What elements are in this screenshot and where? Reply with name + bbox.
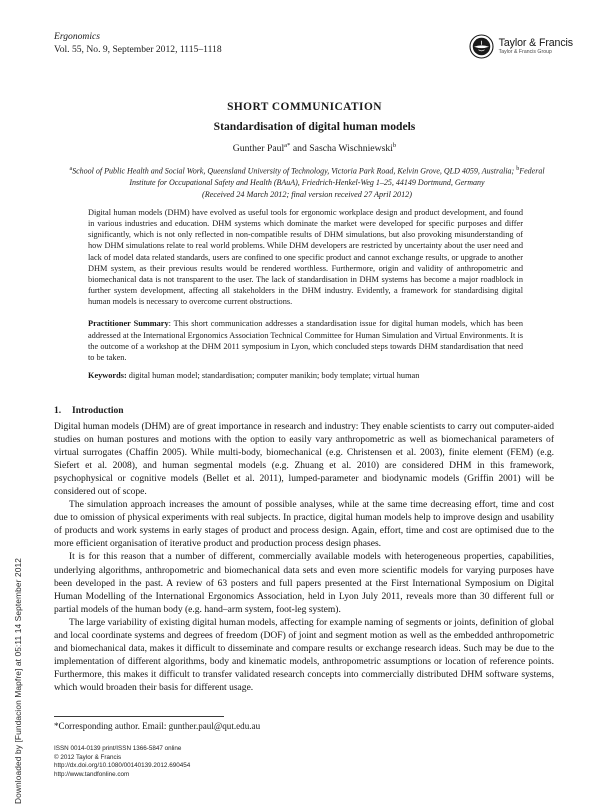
publisher-name: Taylor & Francis bbox=[498, 36, 573, 49]
article-type-label: SHORT COMMUNICATION bbox=[227, 101, 382, 113]
section-title: Introduction bbox=[72, 406, 124, 416]
download-watermark-text: Downloaded by [Fundacion Mapfre] at 05:11 14 September 2012 bbox=[13, 558, 23, 804]
journal-masthead bbox=[54, 30, 374, 56]
publisher-wordmark bbox=[499, 38, 573, 55]
affiliation-b-text: Federal Institute for Occupational Safety and Health (BAuA), Friedrich-Henkel-Weg 1–25, 44149 Dortmund, Germany bbox=[129, 166, 545, 188]
affiliation-a-mark: a bbox=[69, 166, 73, 172]
body-paragraph: The large variability of existing digital human models, affecting for example naming of segments or joints, definition of global and local coordinate systems and degrees of freedom (DOF) of joint and segment motion as well as the embedded anthropometric and biomechanical data, makes it difficult to disseminate and compare results or exchange research ideas. Such may be due to the implementation of different algorithms, body and kinematic models, anthropometric assumptions or location of reference points. Furthermore, this makes it difficult to transfer validated research concepts into commercially distributed DHM software systems, which would broaden their basis for different usage. bbox=[54, 616, 554, 693]
received-dates: (Received 24 March 2012; final version received 27 April 2012) bbox=[201, 190, 412, 199]
journal-issue-line: Vol. 55, No. 9, September 2012, 1115–1118 bbox=[54, 44, 222, 55]
author-two-name: Sascha Wischniewski bbox=[309, 143, 393, 155]
keywords-line bbox=[88, 370, 523, 381]
author-list bbox=[60, 142, 569, 154]
body-text bbox=[54, 420, 554, 694]
abstract-block bbox=[88, 207, 523, 363]
abstract-text: Digital human models (DHM) have evolved as useful tools for ergonomic workplace design and product development, and found in various industries and education. DHM systems which dominate the market were developed for specific purposes and differ significantly, which is not only reflected in non-compatible results of DHM simulations, but also provoking misunderstanding of how DHM simulations relate to real world problems. While DHM developers are restricted by uncertainty about the user need and lack of model data related standards, users are confined to one specific product and cannot exchange results, or upgrade to another DHM system, as their previous results would be rendered worthless. Furthermore, origin and validity of anthropometric and biomechanical data is not transparent to the user. The lack of standardisation in DHM systems has become a major roadblock in further system development, affecting all stakeholders in the DHM industry. Evidently, a framework for standardising digital human models is necessary to overcome current obstructions. bbox=[88, 208, 523, 307]
publisher-group: Taylor & Francis Group bbox=[498, 49, 552, 55]
keywords-text: digital human model; standardisation; computer manikin; body template; virtual human bbox=[126, 371, 420, 380]
practitioner-summary-text: : This short communication addresses a standardisation issue for digital human models, which has been addressed at the International Ergonomics Association Technical Committee for Human Simulation and Virtual Environments. It is the outcome of a workshop at the DHM 2011 symposium in Lyon, which concluded steps towards DHM standardisation that need to be taken. bbox=[88, 319, 523, 362]
body-paragraph: It is for this reason that a number of different, commercially available models with heterogeneous properties, capabilities, underlying algorithms, anthropometric and biomechanical data sets and even more scientific models for varying purposes have been developed in the past. A review of 63 posters and full papers presented at the First International Symposium on Digital Human Modelling of the International Ergonomics Association, held in Lyon July 2011, reveals more than 30 different full or partial models of the human body (e.g. hand–arm system, foot-leg system). bbox=[54, 551, 554, 615]
issn-line: ISSN 0014-0139 print/ISSN 1366-5847 online bbox=[54, 745, 182, 752]
corresponding-author-note: *Corresponding author. Email: gunther.paul@qut.edu.au bbox=[54, 721, 261, 731]
footnote-divider bbox=[54, 716, 224, 717]
section-heading-introduction bbox=[54, 406, 124, 416]
publisher-website-link[interactable]: http://www.tandfonline.com bbox=[54, 770, 130, 778]
affiliation-a-text: School of Public Health and Social Work, Queensland University of Technology, Victoria Park Road, Kelvin Grove, QLD 4059, Australia; bbox=[72, 166, 517, 176]
article-title: Standardisation of digital human models bbox=[213, 120, 416, 133]
taylor-francis-emblem-icon bbox=[469, 34, 494, 59]
doi-link[interactable]: http://dx.doi.org/10.1080/00140139.2012.690454 bbox=[54, 762, 191, 770]
author-one-name: Gunther Paul bbox=[232, 143, 285, 155]
affiliation-b-mark: b bbox=[516, 166, 520, 172]
author-two-affiliation-marks: b bbox=[392, 142, 397, 149]
practitioner-summary-label: Practitioner Summary bbox=[88, 319, 169, 329]
body-paragraph: Digital human models (DHM) are of great importance in research and industry: They enable scientists to carry out computer-aided studies on human postures and motions with the option to easily vary anthropometric as well as biomechanical parameters of virtual surrogates (Chaffin 2005). While multi-body, biomechanical (e.g. Christensen et al. 2003), finite element (FEM) (e.g. Siefert et al. 2008), and human segmental models (e.g. Zhuang et al. 2010) are considered DHM in this framework, psychophysical or cognitive models (Bellet et al. 2011), lumped-parameter and biodynamic models (Griffin 2001) will be considered out of scope. bbox=[54, 421, 554, 498]
journal-name: Ergonomics bbox=[54, 31, 101, 42]
practitioner-summary bbox=[88, 318, 523, 363]
affiliation-block bbox=[57, 164, 557, 188]
publisher-logo bbox=[469, 34, 573, 59]
author-one-affiliation-marks: a* bbox=[284, 142, 291, 149]
keywords-label: Keywords: bbox=[88, 371, 127, 380]
author-conjunction: and bbox=[290, 143, 310, 155]
body-paragraph: The simulation approach increases the amount of possible analyses, while at the same time decreasing effort, time and cost due to omission of physical experiments with real subjects. In practice, digital human models help to improve design and usability of products and work systems in early stages of product and process design. Again, effort, time and cost are optimised due to the more efficient organisation of iterative product and production process design phases. bbox=[54, 499, 554, 550]
section-number: 1. bbox=[54, 406, 62, 416]
imprint-block bbox=[54, 745, 190, 779]
copyright-line: © 2012 Taylor & Francis bbox=[54, 753, 122, 761]
